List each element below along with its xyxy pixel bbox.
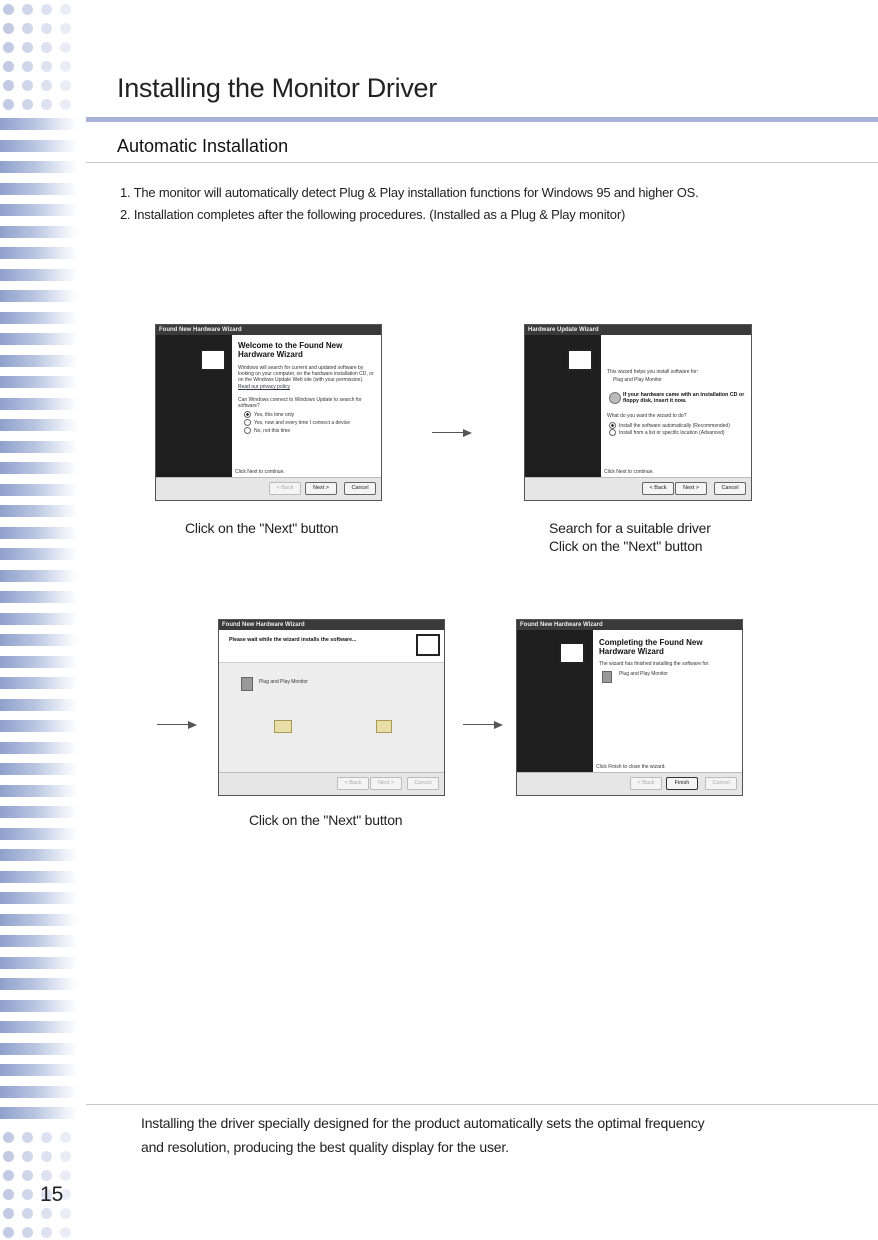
back-button[interactable]: < Back [642, 482, 674, 495]
footer-note-line-1: Installing the driver specially designed for the product automatically sets the optimal frequency [141, 1115, 705, 1131]
privacy-policy-link[interactable]: Read our privacy policy [238, 383, 290, 390]
title-underline [86, 117, 878, 122]
monitor-icon [241, 677, 253, 691]
wizard-screenshot-hardware-update [524, 324, 752, 501]
decorative-stripe [0, 828, 78, 840]
radio-option-yes-always[interactable]: Yes, now and every time I connect a device [244, 419, 375, 427]
wizard-button-bar [517, 772, 742, 795]
decorative-stripe [0, 441, 78, 453]
decorative-dot [41, 1227, 52, 1238]
decorative-stripe [0, 1021, 78, 1033]
decorative-stripe [0, 892, 78, 904]
decorative-stripe [0, 333, 78, 345]
cd-icon [609, 392, 621, 404]
radio-selected-icon [609, 422, 616, 429]
wizard-question: What do you want the wizard to do? [607, 413, 687, 420]
decorative-dot [22, 1189, 33, 1200]
decorative-stripe [0, 269, 78, 281]
decorative-stripe [0, 570, 78, 582]
window-titlebar: Found New Hardware Wizard [156, 325, 381, 335]
decorative-dot [60, 1208, 71, 1219]
wizard-side-graphic [517, 630, 593, 773]
decorative-dot [22, 99, 33, 110]
dot-pattern-top [0, 0, 80, 112]
wizard-prompt: Click Finish to close the wizard. [596, 763, 666, 770]
wizard-prompt: Click Next to continue. [235, 468, 285, 475]
decorative-dot [3, 1189, 14, 1200]
decorative-dot [22, 23, 33, 34]
decorative-stripe [0, 204, 78, 216]
decorative-stripe [0, 763, 78, 775]
cancel-button[interactable]: Cancel [344, 482, 376, 495]
decorative-dot [41, 1170, 52, 1181]
decorative-stripe [0, 226, 78, 238]
decorative-stripe [0, 871, 78, 883]
decorative-stripe [0, 742, 78, 754]
cancel-button[interactable]: Cancel [407, 777, 439, 790]
wizard-prompt: Click Next to continue. [604, 468, 654, 475]
decorative-stripe [0, 677, 78, 689]
decorative-stripe [0, 699, 78, 711]
decorative-dot [60, 1170, 71, 1181]
wizard-content [593, 630, 742, 773]
decorative-dot [41, 80, 52, 91]
radio-option-automatic[interactable]: Install the software automatically (Recommended) [609, 422, 745, 430]
decorative-stripe [0, 118, 78, 130]
decorative-stripe [0, 183, 78, 195]
window-titlebar: Hardware Update Wizard [525, 325, 751, 335]
section-divider [86, 162, 878, 163]
wizard-button-bar [525, 477, 751, 500]
decorative-dot [3, 1132, 14, 1143]
wizard-side-graphic [156, 335, 232, 478]
hardware-wizard-icon [200, 349, 226, 371]
radio-option-advanced[interactable]: Install from a list or specific location (Advanced) [609, 429, 745, 437]
back-button[interactable]: < Back [337, 777, 369, 790]
decorative-stripe [0, 376, 78, 388]
decorative-dot [3, 1208, 14, 1219]
back-button[interactable]: < Back [269, 482, 301, 495]
footer-divider [86, 1104, 878, 1105]
decorative-stripe [0, 312, 78, 324]
decorative-dot [60, 61, 71, 72]
arrow-right-icon [432, 428, 472, 438]
decorative-dot [60, 1132, 71, 1143]
decorative-dot [22, 1151, 33, 1162]
radio-selected-icon [244, 411, 251, 418]
wizard-heading: Completing the Found New Hardware Wizard [599, 638, 703, 656]
decorative-stripe [0, 1000, 78, 1012]
decorative-dot [3, 4, 14, 15]
page-number: 15 [40, 1183, 64, 1206]
decorative-sidebar [0, 0, 80, 1240]
decorative-stripe [0, 140, 78, 152]
wizard-screenshot-installing [218, 619, 445, 796]
decorative-stripe [0, 527, 78, 539]
hardware-wizard-icon [416, 634, 440, 656]
decorative-stripe [0, 548, 78, 560]
decorative-stripe [0, 1064, 78, 1076]
caption-step-1: Click on the "Next" button [185, 520, 339, 536]
decorative-stripe [0, 505, 78, 517]
decorative-dot [41, 4, 52, 15]
wizard-body-text: The wizard has finished installing the software for: [599, 661, 710, 667]
decorative-stripe [0, 849, 78, 861]
decorative-stripe [0, 462, 78, 474]
next-button[interactable]: Next > [675, 482, 707, 495]
arrow-right-icon [463, 720, 503, 730]
decorative-stripe [0, 247, 78, 259]
decorative-dot [22, 61, 33, 72]
decorative-stripe [0, 1043, 78, 1055]
caption-step-3: Click on the "Next" button [249, 812, 403, 828]
radio-icon [244, 427, 251, 434]
wizard-button-bar [156, 477, 381, 500]
decorative-dot [60, 80, 71, 91]
wizard-question: Can Windows connect to Windows Update to search for software? [238, 396, 362, 409]
wizard-content [219, 663, 444, 773]
window-titlebar: Found New Hardware Wizard [219, 620, 444, 630]
radio-icon [244, 419, 251, 426]
intro-line-1: 1. The monitor will automatically detect Plug & Play installation functions for Windows 95 and higher OS. [120, 185, 699, 200]
caption-step-2-line-2: Click on the "Next" button [549, 538, 703, 554]
decorative-stripe [0, 419, 78, 431]
decorative-stripe [0, 935, 78, 947]
folder-icon [376, 720, 392, 733]
wizard-content [601, 335, 751, 478]
decorative-dot [41, 61, 52, 72]
decorative-stripe [0, 634, 78, 646]
decorative-dot [22, 1227, 33, 1238]
footer-note-line-2: and resolution, producing the best quality display for the user. [141, 1139, 509, 1155]
decorative-dot [41, 1151, 52, 1162]
wizard-body-text: Windows will search for current and updated software by looking on your computer, on the hardware installation CD, or on the Windows Update Web site (with your permission). [238, 365, 374, 384]
decorative-dot [3, 42, 14, 53]
cancel-button[interactable]: Cancel [705, 777, 737, 790]
wizard-screenshot-completing [516, 619, 743, 796]
decorative-dot [22, 1132, 33, 1143]
decorative-dot [22, 1170, 33, 1181]
section-heading: Automatic Installation [117, 136, 289, 156]
decorative-stripe [0, 1107, 78, 1119]
window-titlebar: Found New Hardware Wizard [517, 620, 742, 630]
hardware-wizard-icon [559, 642, 585, 664]
decorative-dot [41, 23, 52, 34]
decorative-dot [60, 23, 71, 34]
arrow-right-icon [157, 720, 197, 730]
decorative-dot [60, 42, 71, 53]
decorative-stripe [0, 613, 78, 625]
decorative-stripe [0, 785, 78, 797]
decorative-stripe [0, 720, 78, 732]
decorative-dot [22, 42, 33, 53]
decorative-dot [3, 80, 14, 91]
device-name: Plug and Play Monitor [613, 377, 662, 384]
decorative-dot [41, 1132, 52, 1143]
decorative-dot [60, 99, 71, 110]
wizard-header-band [219, 630, 444, 663]
decorative-dot [22, 80, 33, 91]
next-button[interactable]: Next > [370, 777, 402, 790]
device-name: Plug and Play Monitor [259, 679, 308, 685]
caption-step-2-line-1: Search for a suitable driver [549, 520, 711, 536]
decorative-stripe [0, 957, 78, 969]
decorative-dot [41, 99, 52, 110]
folder-icon [274, 720, 292, 733]
wizard-heading: Please wait while the wizard installs the software... [229, 637, 357, 643]
page-title: Installing the Monitor Driver [117, 73, 437, 103]
back-button[interactable]: < Back [630, 777, 662, 790]
decorative-dot [3, 99, 14, 110]
decorative-dot [41, 1208, 52, 1219]
decorative-dot [3, 61, 14, 72]
decorative-dot [60, 1151, 71, 1162]
monitor-icon [602, 671, 612, 683]
decorative-stripe [0, 656, 78, 668]
finish-button[interactable]: Finish [666, 777, 698, 790]
decorative-stripe [0, 398, 78, 410]
decorative-dot [3, 1151, 14, 1162]
decorative-dot [3, 23, 14, 34]
radio-option-yes-once[interactable]: Yes, this time only [244, 411, 375, 419]
decorative-dot [3, 1227, 14, 1238]
wizard-button-bar [219, 772, 444, 795]
decorative-dot [22, 4, 33, 15]
decorative-dot [41, 42, 52, 53]
radio-icon [609, 429, 616, 436]
decorative-dot [3, 1170, 14, 1181]
next-button[interactable]: Next > [305, 482, 337, 495]
intro-line-2: 2. Installation completes after the following procedures. (Installed as a Plug & Play monitor) [120, 207, 626, 222]
radio-option-no[interactable]: No, not this time [244, 427, 375, 435]
decorative-stripe [0, 914, 78, 926]
decorative-stripe [0, 591, 78, 603]
decorative-stripe [0, 290, 78, 302]
decorative-stripe [0, 978, 78, 990]
decorative-dot [60, 1227, 71, 1238]
wizard-body-text: This wizard helps you install software for: [607, 369, 699, 375]
decorative-stripe [0, 1086, 78, 1098]
wizard-content [232, 335, 381, 478]
decorative-stripe [0, 806, 78, 818]
decorative-dot [60, 4, 71, 15]
cd-notice: If your hardware came with an installation CD or floppy disk, insert it now. [607, 392, 745, 404]
wizard-heading: Welcome to the Found New Hardware Wizard [238, 341, 343, 359]
hardware-wizard-icon [567, 349, 593, 371]
cancel-button[interactable]: Cancel [714, 482, 746, 495]
wizard-side-graphic [525, 335, 601, 478]
decorative-stripe [0, 355, 78, 367]
decorative-stripe [0, 161, 78, 173]
device-row: Plug and Play Monitor [599, 671, 736, 677]
wizard-screenshot-welcome [155, 324, 382, 501]
decorative-stripe [0, 484, 78, 496]
decorative-dot [22, 1208, 33, 1219]
